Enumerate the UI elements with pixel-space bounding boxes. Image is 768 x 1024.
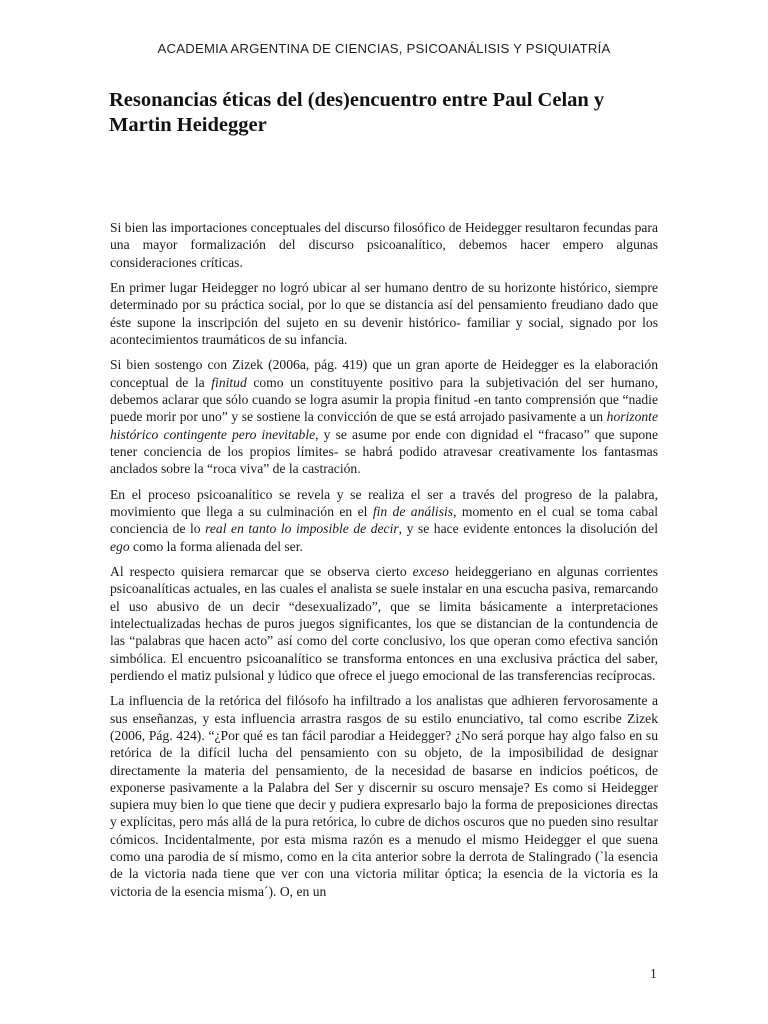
text-run: , y se hace evidente entonces la disolución del [398,521,658,537]
text-run: , momento en el cual se toma cabal conciencia de lo [110,504,659,537]
text-run: heideggeriano en algunas corrientes psicoanalíticas actuales, en las cuales el analista se suele instalar en una escucha pasiva, remarcando el uso abusivo de un decir “desexualizado”, que se limita básicamente a interpretaciones intelectualizadas hechas de puros juegos significantes, los que se distancian de la contundencia de las “palabras que hacen acto” así como del corte conclusivo, los que operan como efectiva sanción simbólica. El encuentro psicoanalítico se transforma entonces en una exclusiva práctica del saber, perdiendo el matiz pulsional y lúdico que ofrece el juego emocional de las transferencias recíprocas. [110,564,658,683]
emphasized-text: fin de análisis [372,504,454,520]
text-run: Si bien las importaciones conceptuales del discurso filosófico de Heidegger resultaron fecundas para una mayor formalización del discurso psicoanalítico, debemos hacer empero algunas consideraciones críticas. [110,220,658,270]
page-header: ACADEMIA ARGENTINA DE CIENCIAS, PSICOANÁLISIS Y PSIQUIATRÍA [157,41,611,56]
emphasized-text: ego [110,538,130,554]
text-run: como la forma alienada del ser. [129,538,303,554]
paragraph [110,486,658,555]
emphasized-text: horizonte histórico contingente pero inevitable [110,409,658,442]
emphasized-text: finitud [211,374,247,390]
paragraph [110,692,658,900]
text-run: Si bien sostengo con Zizek (2006a, pág. 419) que un gran aporte de Heidegger es la elaboración conceptual de la [110,357,658,390]
body-text [110,219,658,900]
emphasized-text: exceso [412,564,449,580]
text-run: como un constituyente positivo para la subjetivación del ser humano, debemos aclarar que sólo cuando se logra asumir la propia finitud -en tanto comprensión que “nadie puede morir por uno” y se sostiene la convicción de que se está arrojado pasivamente a un [110,374,658,425]
text-run: En primer lugar Heidegger no logró ubicar al ser humano dentro de su horizonte histórico, siempre determinado por su práctica social, por lo que se distancia así del pensamiento freudiano dado que éste supone la inscripción del sujeto en su devenir histórico- familiar y social, signado por los acontecimientos traumáticos de su infancia. [110,280,658,347]
paragraph [110,219,658,271]
text-run: La influencia de la retórica del filósofo ha infiltrado a los analistas que adhieren fervorosamente a sus enseñanzas, y esta influencia arrastra rasgos de su estilo enunciativo, tal como escribe Zizek (2006, Pág. 424). “¿Por qué es tan fácil parodiar a Heidegger? ¿No será porque hay algo falso en su retórica de la difícil lucha del pensamiento con su objeto, de la imposibilidad de designar directamente la materia del pensamiento, de la necesidad de basarse en indicios poéticos, de exponerse pasivamente a la Palabra del Ser y discernir su oscuro mensaje? Es como si Heidegger supiera muy bien lo que tiene que decir y pudiera expresarlo bajo la forma de preposiciones directas y explícitas, pero más allá de la pura retórica, lo cubre de dichos oscuros que no pueden sino resultar cómicos. Incidentalmente, por esta misma razón es a menudo el mismo Heidegger el que suena como una parodia de sí mismo, como en la cita anterior sobre la derrota de Stalingrado (`la esencia de la victoria nada tiene que ver con una victoria militar óptica; la esencia de la victoria es la victoria de la esencia misma´). O, en un [110,693,658,899]
paragraph [110,563,658,684]
page-number: 1 [650,966,657,981]
text-run: En el proceso psicoanalítico se revela y se realiza el ser a través del progreso de la palabra, movimiento que llega a su culminación en el [110,486,658,520]
paragraph [110,279,658,348]
text-run: Al respecto quisiera remarcar que se observa cierto [110,564,413,580]
document-title: Resonancias éticas del (des)encuentro entre Paul Celan y Martin Heidegger [109,89,605,136]
text-run: , y se asume por ende con dignidad el “fracaso” que supone tener conciencia de los propios límites- se habrá podido atravesar creativamente los fantasmas anclados sobre la “roca viva” de la castración. [110,426,658,477]
paragraph [110,356,658,477]
emphasized-text: real en tanto lo imposible de decir [205,521,399,537]
